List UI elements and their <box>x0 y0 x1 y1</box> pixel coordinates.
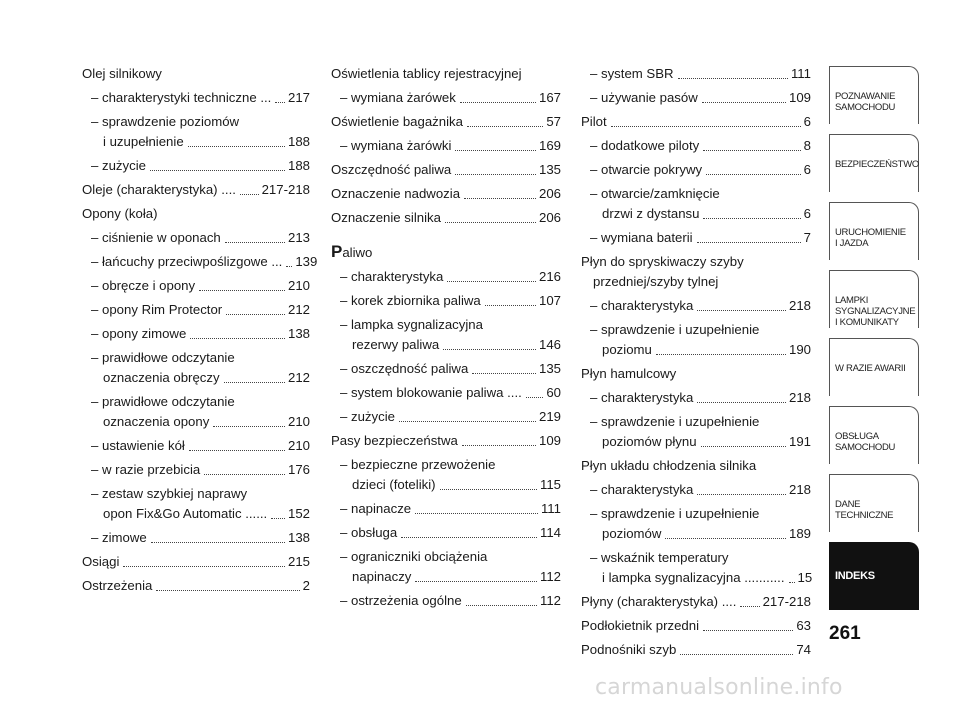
entry-page: 63 <box>796 618 811 633</box>
dot-leader <box>462 445 536 446</box>
index-entry[interactable] <box>331 383 561 403</box>
chapter-tab[interactable] <box>829 542 919 610</box>
index-entry[interactable] <box>82 528 310 548</box>
index-entry[interactable] <box>82 64 310 84</box>
entry-page: 210 <box>287 438 310 453</box>
entry-page: 111 <box>790 66 811 81</box>
index-entry[interactable] <box>82 484 310 524</box>
entry-page: 107 <box>538 293 561 308</box>
entry-text: – ciśnienie w oponach <box>91 230 221 245</box>
index-entry[interactable] <box>82 180 310 200</box>
entry-text: – w razie przebicia <box>91 462 201 477</box>
entry-page: 139 <box>295 254 318 269</box>
entry-page: 218 <box>788 482 811 497</box>
entry-text-cont: przedniej/szyby tylnej <box>593 274 719 289</box>
dot-leader <box>455 150 536 151</box>
index-entry[interactable] <box>581 640 811 660</box>
index-entry[interactable] <box>331 136 561 156</box>
index-entry[interactable] <box>581 112 811 132</box>
watermark: carmanualsonline.info <box>595 675 843 700</box>
index-entry[interactable] <box>581 228 811 248</box>
entry-page: 215 <box>287 554 310 569</box>
index-entry[interactable] <box>581 252 811 292</box>
index-entry[interactable] <box>331 547 561 587</box>
entry-page: 74 <box>796 642 811 657</box>
index-entry[interactable] <box>581 88 811 108</box>
index-entry[interactable] <box>581 504 811 544</box>
index-entry[interactable] <box>581 592 811 612</box>
index-entry[interactable] <box>331 112 561 132</box>
chapter-tab-label: DANE TECHNICZNE <box>835 499 894 521</box>
entry-text: Osiągi <box>82 554 120 569</box>
index-entry[interactable] <box>581 456 811 476</box>
entry-text: – korek zbiornika paliwa <box>340 293 481 308</box>
index-entry[interactable] <box>331 359 561 379</box>
dot-leader <box>701 446 786 447</box>
index-column-1 <box>82 64 318 600</box>
chapter-tab-label: BEZPIECZEŃSTWO <box>835 159 919 170</box>
entry-text: – obsługa <box>340 525 398 540</box>
dot-leader <box>225 242 285 243</box>
dot-leader <box>455 174 536 175</box>
entry-text: – system SBR <box>590 66 674 81</box>
index-entry[interactable] <box>331 315 561 355</box>
dot-leader <box>789 582 795 583</box>
entry-text: – opony zimowe <box>91 326 187 341</box>
index-entry[interactable] <box>82 392 310 432</box>
entry-text: Oszczędność paliwa <box>331 162 452 177</box>
dot-leader <box>697 310 786 311</box>
entry-text-cont: i uzupełnienie <box>103 134 184 149</box>
entry-page: 188 <box>287 134 310 149</box>
entry-text-cont: dzieci (foteliki) <box>352 477 436 492</box>
dot-leader <box>485 305 536 306</box>
entry-text: – zestaw szybkiej naprawy <box>91 486 248 501</box>
dot-leader <box>240 194 259 195</box>
index-entry[interactable] <box>82 324 310 344</box>
entry-text: – używanie pasów <box>590 90 698 105</box>
entry-page: 115 <box>539 477 561 492</box>
entry-text-cont: opon Fix&Go Automatic ...... <box>103 506 268 521</box>
dot-leader <box>275 102 285 103</box>
dot-leader <box>611 126 801 127</box>
index-entry[interactable] <box>82 300 310 320</box>
entry-text-cont: poziomów <box>602 526 662 541</box>
entry-text-cont: i lampka sygnalizacyjna ........... <box>602 570 785 585</box>
entry-text: Oznaczenie silnika <box>331 210 441 225</box>
entry-text: – sprawdzenie poziomów <box>91 114 240 129</box>
dot-leader <box>445 222 536 223</box>
entry-page: 112 <box>539 569 561 584</box>
index-entry[interactable] <box>581 296 811 316</box>
dot-leader <box>467 126 543 127</box>
section-rest: aliwo <box>342 245 373 260</box>
entry-page: 218 <box>788 390 811 405</box>
entry-text: – otwarcie pokrywy <box>590 162 703 177</box>
entry-page: 138 <box>287 326 310 341</box>
dot-leader <box>678 78 788 79</box>
entry-text: – wymiana baterii <box>590 230 693 245</box>
index-entry[interactable] <box>82 436 310 456</box>
entry-text: Płyn do spryskiwaczy szyby <box>581 254 744 269</box>
dot-leader <box>703 150 800 151</box>
dot-leader <box>740 606 759 607</box>
entry-page: 213 <box>287 230 310 245</box>
entry-page: 7 <box>803 230 811 245</box>
entry-text: – wymiana żarówek <box>340 90 456 105</box>
entry-text: – dodatkowe piloty <box>590 138 700 153</box>
entry-page: 217-218 <box>261 182 310 197</box>
chapter-tab-label: LAMPKI SYGNALIZACYJNE I KOMUNIKATY <box>835 295 916 328</box>
index-entry[interactable] <box>581 184 811 224</box>
index-entry[interactable] <box>331 267 561 287</box>
entry-text: Podnośniki szyb <box>581 642 677 657</box>
index-entry[interactable] <box>581 480 811 500</box>
entry-text: – ostrzeżenia ogólne <box>340 593 462 608</box>
entry-page: 219 <box>538 409 561 424</box>
entry-page: 111 <box>540 501 561 516</box>
entry-text: – charakterystyka <box>590 298 694 313</box>
dot-leader <box>224 382 285 383</box>
entry-text: Oświetlenia tablicy rejestracyjnej <box>331 66 522 81</box>
entry-page: 206 <box>538 186 561 201</box>
dot-leader <box>271 518 285 519</box>
index-entry[interactable] <box>82 348 310 388</box>
index-entry[interactable] <box>331 88 561 108</box>
index-entry[interactable] <box>331 64 561 84</box>
entry-text: – charakterystyki techniczne ... <box>91 90 272 105</box>
dot-leader <box>150 170 285 171</box>
index-entry[interactable] <box>82 204 310 224</box>
entry-text: – bezpieczne przewożenie <box>340 457 496 472</box>
index-entry[interactable] <box>331 291 561 311</box>
entry-page: 114 <box>539 525 561 540</box>
entry-page: 169 <box>538 138 561 153</box>
dot-leader <box>286 266 292 267</box>
dot-leader <box>697 402 786 403</box>
entry-page: 6 <box>803 206 811 221</box>
entry-page: 210 <box>287 414 310 429</box>
entry-text-cont: poziomu <box>602 342 652 357</box>
entry-page: 109 <box>788 90 811 105</box>
entry-text: – sprawdzenie i uzupełnienie <box>590 506 760 521</box>
chapter-tab[interactable] <box>829 406 919 464</box>
section-heading-p <box>331 242 561 263</box>
entry-text: Podłokietnik przedni <box>581 618 700 633</box>
entry-page: 2 <box>302 578 310 593</box>
index-entry[interactable] <box>82 252 318 272</box>
entry-text: – napinacze <box>340 501 412 516</box>
entry-text: Pasy bezpieczeństwa <box>331 433 458 448</box>
index-entry[interactable] <box>82 228 310 248</box>
entry-page: 8 <box>803 138 811 153</box>
index-entry[interactable] <box>581 364 811 384</box>
dot-leader <box>680 654 793 655</box>
entry-page: 189 <box>788 526 811 541</box>
entry-text: – zimowe <box>91 530 147 545</box>
index-entry[interactable] <box>331 184 561 204</box>
section-letter: P <box>331 242 343 261</box>
dot-leader <box>526 397 544 398</box>
dot-leader <box>226 314 285 315</box>
entry-text: – obręcze i opony <box>91 278 196 293</box>
dot-leader <box>464 198 536 199</box>
dot-leader <box>665 538 786 539</box>
entry-page: 60 <box>546 385 561 400</box>
entry-text: – opony Rim Protector <box>91 302 223 317</box>
entry-text: Pilot <box>581 114 607 129</box>
index-entry[interactable] <box>581 64 811 84</box>
dot-leader <box>440 489 537 490</box>
entry-text: – wymiana żarówki <box>340 138 452 153</box>
entry-text-cont: oznaczenia obręczy <box>103 370 220 385</box>
entry-page: 6 <box>803 162 811 177</box>
dot-leader <box>706 174 801 175</box>
chapter-tab-label: OBSŁUGA SAMOCHODU <box>835 431 896 453</box>
entry-text: – wskaźnik temperatury <box>590 550 729 565</box>
entry-page: 135 <box>538 361 561 376</box>
index-entry[interactable] <box>82 88 310 108</box>
index-entry[interactable] <box>331 431 561 451</box>
dot-leader <box>189 450 285 451</box>
entry-text: Olej silnikowy <box>82 66 162 81</box>
index-entry[interactable] <box>82 552 310 572</box>
index-entry[interactable] <box>581 136 811 156</box>
index-entry[interactable] <box>82 460 310 480</box>
entry-text: – otwarcie/zamknięcie <box>590 186 720 201</box>
entry-text-cont: oznaczenia opony <box>103 414 210 429</box>
dot-leader <box>472 373 536 374</box>
entry-page: 191 <box>788 434 811 449</box>
entry-text: – prawidłowe odczytanie <box>91 350 235 365</box>
entry-text: Płyny (charakterystyka) .... <box>581 594 737 609</box>
dot-leader <box>199 290 285 291</box>
entry-text: Opony (koła) <box>82 206 158 221</box>
entry-page: 167 <box>538 90 561 105</box>
dot-leader <box>151 542 285 543</box>
dot-leader <box>156 590 299 591</box>
entry-text: – ograniczniki obciążenia <box>340 549 488 564</box>
chapter-tab[interactable] <box>829 134 919 192</box>
dot-leader <box>697 242 801 243</box>
index-entry[interactable] <box>82 112 310 152</box>
entry-text-cont: drzwi z dystansu <box>602 206 700 221</box>
dot-leader <box>466 605 537 606</box>
page-number: 261 <box>829 623 861 644</box>
entry-text: Ostrzeżenia <box>82 578 153 593</box>
entry-page: 210 <box>287 278 310 293</box>
entry-page: 217-218 <box>762 594 811 609</box>
entry-page: 109 <box>538 433 561 448</box>
entry-text: – zużycie <box>340 409 395 424</box>
dot-leader <box>401 537 537 538</box>
dot-leader <box>703 218 800 219</box>
chapter-tab-label: POZNAWANIE SAMOCHODU <box>835 91 896 113</box>
index-entry[interactable] <box>331 407 561 427</box>
chapter-tabs <box>829 66 919 620</box>
dot-leader <box>213 426 285 427</box>
index-entry[interactable] <box>331 591 561 611</box>
dot-leader <box>415 513 538 514</box>
entry-page: 138 <box>287 530 310 545</box>
entry-text: Oleje (charakterystyka) .... <box>82 182 236 197</box>
entry-text: – sprawdzenie i uzupełnienie <box>590 322 760 337</box>
index-entry[interactable] <box>581 320 811 360</box>
dot-leader <box>415 581 537 582</box>
entry-page: 176 <box>287 462 310 477</box>
chapter-tab[interactable] <box>829 338 919 396</box>
index-entry[interactable] <box>82 276 310 296</box>
entry-page: 146 <box>538 337 561 352</box>
entry-text: Płyn hamulcowy <box>581 366 677 381</box>
entry-page: 206 <box>538 210 561 225</box>
chapter-tab-label: W RAZIE AWARII <box>835 363 906 374</box>
index-column-3 <box>581 64 811 664</box>
entry-text: – ustawienie kół <box>91 438 185 453</box>
dot-leader <box>204 474 285 475</box>
dot-leader <box>460 102 536 103</box>
index-entry[interactable] <box>331 455 561 495</box>
index-entry[interactable] <box>82 156 310 176</box>
entry-text: – sprawdzenie i uzupełnienie <box>590 414 760 429</box>
entry-text: – charakterystyka <box>590 482 694 497</box>
entry-text: – system blokowanie paliwa .... <box>340 385 522 400</box>
chapter-tab[interactable] <box>829 202 919 260</box>
index-column-2 <box>331 64 561 615</box>
entry-page: 217 <box>287 90 310 105</box>
entry-page: 6 <box>803 114 811 129</box>
dot-leader <box>702 102 786 103</box>
chapter-tab-label: INDEKS <box>835 570 875 582</box>
entry-page: 57 <box>546 114 561 129</box>
entry-page: 212 <box>287 302 310 317</box>
entry-text-cont: poziomów płynu <box>602 434 697 449</box>
entry-text: – zużycie <box>91 158 146 173</box>
entry-text: – charakterystyka <box>590 390 694 405</box>
dot-leader <box>703 630 793 631</box>
entry-text-cont: rezerwy paliwa <box>352 337 440 352</box>
index-entry[interactable] <box>581 616 811 636</box>
entry-text-cont: napinaczy <box>352 569 412 584</box>
entry-text: – lampka sygnalizacyjna <box>340 317 483 332</box>
entry-text: – łańcuchy przeciwpoślizgowe ... <box>91 254 283 269</box>
entry-page: 15 <box>797 570 813 585</box>
index-entry[interactable] <box>331 160 561 180</box>
dot-leader <box>697 494 786 495</box>
entry-page: 218 <box>788 298 811 313</box>
entry-page: 188 <box>287 158 310 173</box>
entry-text: Płyn układu chłodzenia silnika <box>581 458 757 473</box>
index-entry[interactable] <box>331 208 561 228</box>
dot-leader <box>447 281 536 282</box>
entry-text: Oznaczenie nadwozia <box>331 186 461 201</box>
dot-leader <box>188 146 285 147</box>
entry-text: Oświetlenie bagażnika <box>331 114 463 129</box>
entry-page: 216 <box>538 269 561 284</box>
index-entry[interactable] <box>581 548 811 588</box>
dot-leader <box>399 421 536 422</box>
chapter-tab[interactable] <box>829 270 919 328</box>
entry-text: – charakterystyka <box>340 269 444 284</box>
index-entry[interactable] <box>331 523 561 543</box>
chapter-tab[interactable] <box>829 66 919 124</box>
dot-leader <box>123 566 285 567</box>
entry-page: 190 <box>788 342 811 357</box>
chapter-tab[interactable] <box>829 474 919 532</box>
index-entry[interactable] <box>581 412 811 452</box>
index-entry[interactable] <box>331 499 561 519</box>
chapter-tab-label: URUCHOMIENIE I JAZDA <box>835 227 906 249</box>
dot-leader <box>190 338 285 339</box>
entry-text: – oszczędność paliwa <box>340 361 469 376</box>
index-entry[interactable] <box>581 388 811 408</box>
entry-page: 112 <box>539 593 561 608</box>
index-entry[interactable] <box>581 160 811 180</box>
entry-page: 135 <box>538 162 561 177</box>
index-entry[interactable] <box>82 576 310 596</box>
dot-leader <box>443 349 536 350</box>
entry-page: 152 <box>287 506 310 521</box>
entry-text: – prawidłowe odczytanie <box>91 394 235 409</box>
dot-leader <box>656 354 786 355</box>
entry-page: 212 <box>287 370 310 385</box>
